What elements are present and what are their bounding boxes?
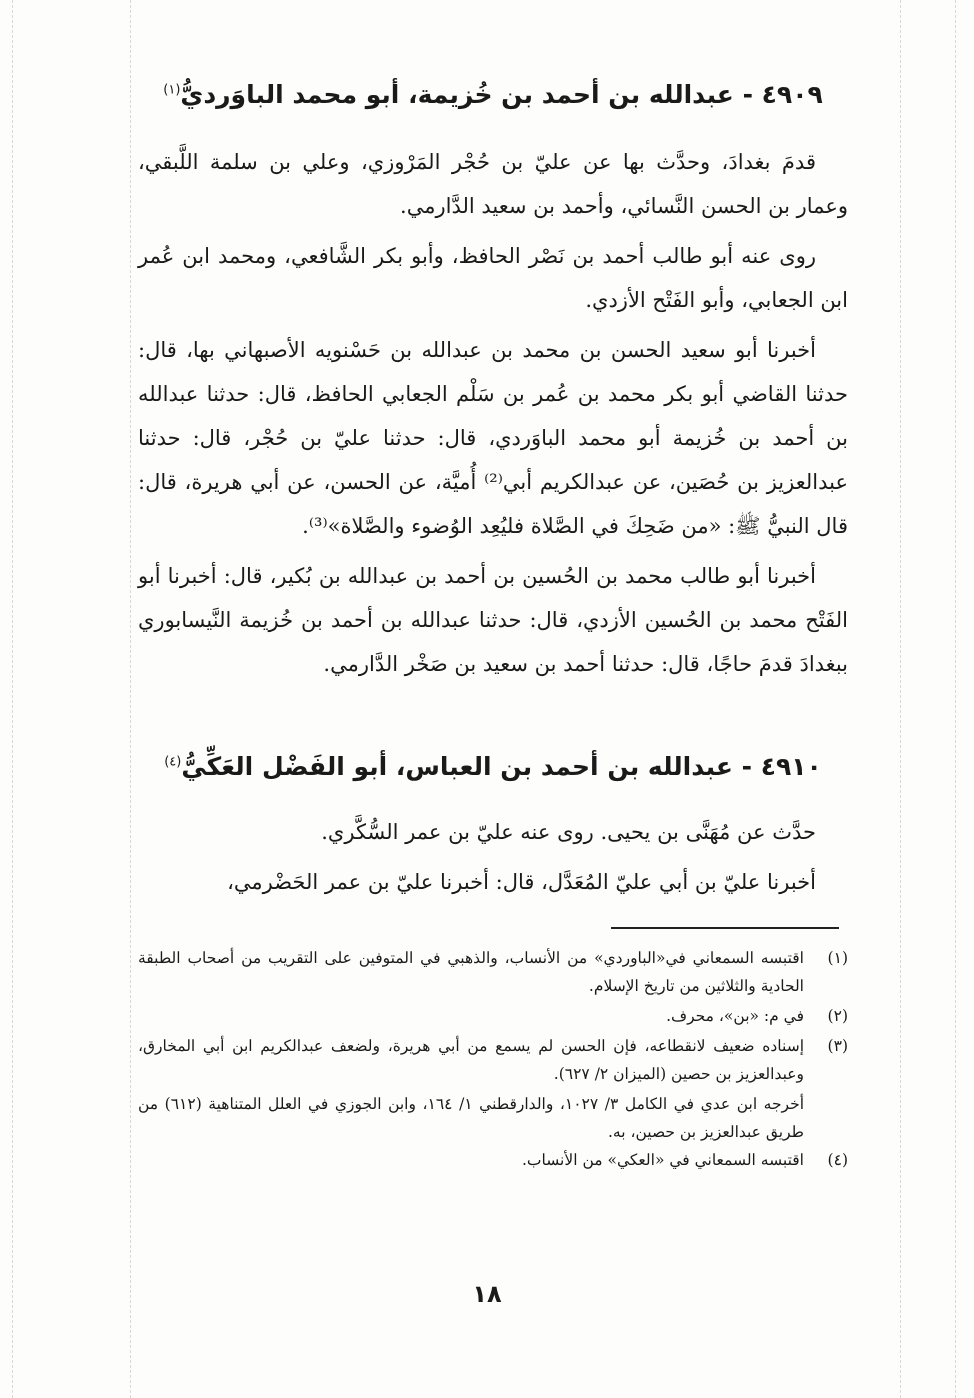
page-number: ١٨ (472, 1280, 502, 1308)
entry-4910-footnote-ref: (٤) (164, 754, 182, 770)
paragraph: أخبرنا أبو سعيد الحسن بن محمد بن عبدالله بن حَسْنويه الأصبهاني بها، قال: حدثنا القاضي أبو بكر محمد بن عُمر بن سَلْم الجعابي الحافظ، قال: حدثنا عبدالله بن أحمد بن خُزيمة أبو محمد الباوَردي، قال: حدثنا عليّ بن حُجْر، قال: حدثنا عبدالعزيز بن حُصَين، عن عبدالكريم أبي⁽²⁾ أُميَّة، عن الحسن، عن أبي هريرة، قال: قال النبيُّ ﷺ: «من ضَحِكَ في الصَّلاة فليُعِد الوُضوء والصَّلاة»⁽³⁾. (138, 338, 848, 538)
paragraph: حدَّث عن مُهَنَّى بن يحيى. روى عنه عليّ بن عمر السُّكَّري. (321, 820, 816, 844)
entry-4909-footnote-ref: (١) (163, 82, 181, 98)
footnote-separator (611, 927, 839, 929)
entry-4910-title: ٤٩١٠ - عبدالله بن أحمد بن العباس، أبو الفَضْل العَكِّيُّ (181, 752, 822, 781)
footnote-1 (138, 944, 848, 1000)
footnote-number: (١) (827, 949, 848, 967)
footnote-number: (٢) (827, 1007, 848, 1025)
scan-edge-line (12, 0, 15, 1398)
footnote-number: (٣) (827, 1037, 848, 1055)
footnote-3-continuation: أخرجه ابن عدي في الكامل ٣/ ١٠٢٧، والدارقطني ١/ ١٦٤، وابن الجوزي في العلل المتناهية (٦١٢) من طريق عبدالعزيز بن حصين، به. (138, 1095, 805, 1141)
scan-edge-line (900, 0, 903, 1398)
footnote-number: (٤) (827, 1151, 848, 1169)
footnote-4 (138, 1146, 848, 1174)
entry-4909-title: ٤٩٠٩ - عبدالله بن أحمد بن خُزيمة، أبو محمد الباوَرديُّ (180, 80, 823, 109)
footnote-text: إسناده ضعيف لانقطاعه، فإن الحسن لم يسمع من أبي هريرة، ولضعف عبدالكريم ابن أبي المخارق، وعبدالعزيز بن حصين (الميزان ٢/ ٦٢٧). (138, 1037, 804, 1083)
footnote-3 (138, 1032, 848, 1088)
paragraph: روى عنه أبو طالب أحمد بن نَصْر الحافظ، وأبو بكر الشَّافعي، ومحمد ابن عُمر ابن الجعابي، وأبو الفَتْح الأزدي. (138, 244, 848, 312)
footnote-2 (138, 1002, 848, 1030)
scan-edge-line (130, 0, 133, 1398)
entry-4910-heading (138, 752, 848, 781)
footnotes (138, 944, 848, 1176)
scan-edge-line (955, 0, 958, 1398)
entry-4909-heading (138, 80, 848, 109)
footnote-text: اقتبسه السمعاني في«الباوردي» من الأنساب، والذهبي في المتوفين على التقريب من أصحاب الطبقة الحادية والثلاثين من تاريخ الإسلام. (138, 949, 804, 995)
paragraph: أخبرنا عليّ بن أبي عليّ المُعَدَّل، قال: أخبرنا عليّ بن عمر الحَضْرمي، (227, 870, 816, 894)
paragraph: قدمَ بغدادَ، وحدَّث بها عن عليّ بن حُجْر المَرْوزي، وعلي بن سلمة اللَّبقي، وعمار بن الحسن النَّسائي، وأحمد بن سعيد الدَّارمي. (138, 150, 848, 218)
footnote-text: في م: «بن»، محرف. (666, 1007, 804, 1025)
paragraph: أخبرنا أبو طالب محمد بن الحُسين بن أحمد بن عبدالله بن بُكير، قال: أخبرنا أبو الفَتْح محمد بن الحُسين الأزدي، قال: حدثنا عبدالله بن أحمد بن خُزيمة النَّيسابوري ببغدادَ قدمَ حاجًا، قال: حدثنا أحمد بن سعيد بن صَخْر الدَّارمي. (138, 564, 848, 676)
entry-4909-body (138, 140, 848, 692)
entry-4910-body (138, 810, 848, 910)
footnote-text: اقتبسه السمعاني في «العكي» من الأنساب. (521, 1151, 804, 1169)
